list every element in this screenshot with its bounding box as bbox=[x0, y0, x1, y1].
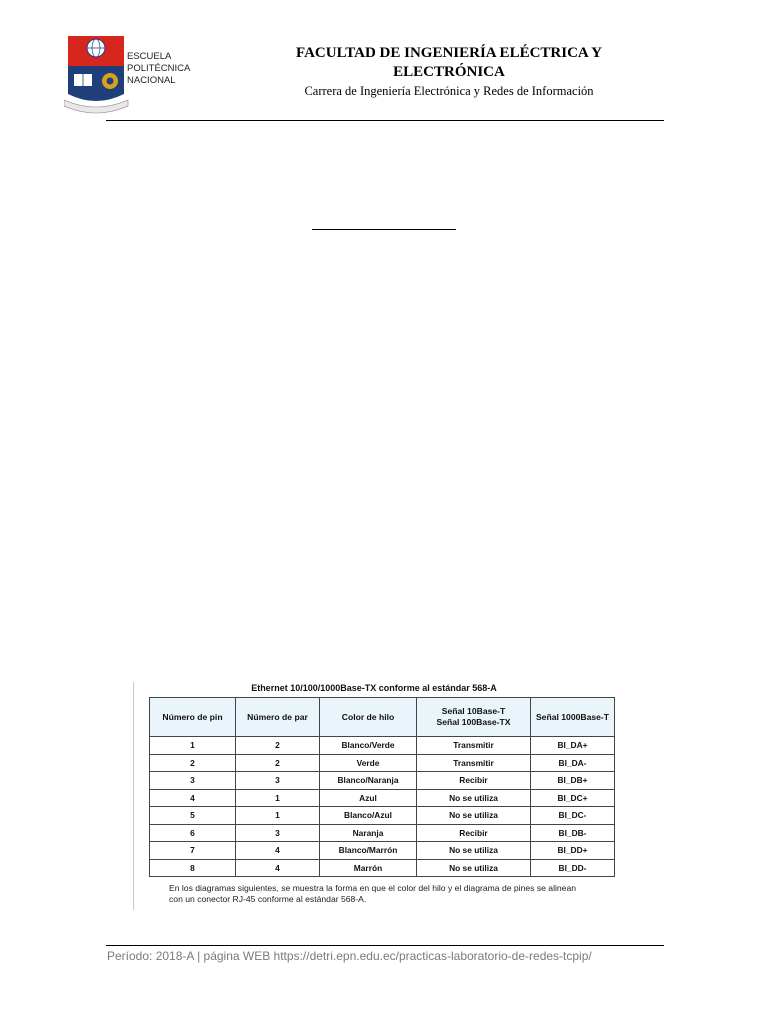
column-header: Número de pin bbox=[150, 698, 236, 737]
table-cell: 2 bbox=[236, 754, 320, 772]
table-cell: 3 bbox=[236, 772, 320, 790]
table-cell: 3 bbox=[236, 824, 320, 842]
table-cell: Blanco/Azul bbox=[320, 807, 417, 825]
table-cell: BI_DC- bbox=[531, 807, 615, 825]
table-note-line: En los diagramas siguientes, se muestra la forma en que el color del hilo y el diagrama de pines se alinean bbox=[169, 883, 576, 893]
table-cell: 4 bbox=[236, 842, 320, 860]
wiring-table bbox=[149, 697, 615, 877]
table-cell: Naranja bbox=[320, 824, 417, 842]
table-cell: Blanco/Naranja bbox=[320, 772, 417, 790]
table-cell: 3 bbox=[150, 772, 236, 790]
table-row bbox=[150, 807, 615, 825]
table-note bbox=[169, 883, 629, 905]
table-cell: Blanco/Marrón bbox=[320, 842, 417, 860]
table-row bbox=[150, 859, 615, 877]
table-cell: BI_DC+ bbox=[531, 789, 615, 807]
table-cell: Azul bbox=[320, 789, 417, 807]
table-row bbox=[150, 772, 615, 790]
table-cell: Marrón bbox=[320, 859, 417, 877]
table-row bbox=[150, 789, 615, 807]
logo-line: POLITÉCNICA bbox=[127, 63, 191, 74]
table-cell: 4 bbox=[236, 859, 320, 877]
table-cell: No se utiliza bbox=[417, 859, 531, 877]
footer-period-url: Período: 2018-A | página WEB https://detri.epn.edu.ec/practicas-laboratorio-de-redes-tcpip/ bbox=[107, 949, 592, 963]
table-cell: Verde bbox=[320, 754, 417, 772]
faculty-title bbox=[286, 44, 612, 82]
table-cell: 7 bbox=[150, 842, 236, 860]
column-header: Señal 10Base-T Señal 100Base-TX bbox=[417, 698, 531, 737]
table-cell: Transmitir bbox=[417, 737, 531, 755]
footer-divider bbox=[106, 945, 664, 946]
table-cell: BI_DB+ bbox=[531, 772, 615, 790]
table-row bbox=[150, 737, 615, 755]
title-underline bbox=[312, 229, 456, 230]
table-cell: Recibir bbox=[417, 824, 531, 842]
table-row bbox=[150, 754, 615, 772]
table-cell: 1 bbox=[236, 789, 320, 807]
table-cell: 1 bbox=[150, 737, 236, 755]
table-cell: BI_DD- bbox=[531, 859, 615, 877]
column-header: Señal 1000Base-T bbox=[531, 698, 615, 737]
logo-line: NACIONAL bbox=[127, 75, 176, 86]
table-note-line: con un conector RJ-45 conforme al estándar 568-A. bbox=[169, 894, 367, 904]
table-cell: 8 bbox=[150, 859, 236, 877]
table-cell: Blanco/Verde bbox=[320, 737, 417, 755]
table-cell: 1 bbox=[236, 807, 320, 825]
table-cell: BI_DA+ bbox=[531, 737, 615, 755]
table-cell: No se utiliza bbox=[417, 789, 531, 807]
logo-line: ESCUELA bbox=[127, 51, 172, 62]
faculty-title-line: ELECTRÓNICA bbox=[393, 64, 505, 80]
table-cell: 2 bbox=[150, 754, 236, 772]
table-row bbox=[150, 842, 615, 860]
table-cell: No se utiliza bbox=[417, 807, 531, 825]
table-cell: 6 bbox=[150, 824, 236, 842]
table-cell: BI_DB- bbox=[531, 824, 615, 842]
column-header: Color de hilo bbox=[320, 698, 417, 737]
table-cell: Transmitir bbox=[417, 754, 531, 772]
table-caption: Ethernet 10/100/1000Base-TX conforme al estándar 568-A bbox=[251, 683, 497, 693]
faculty-title-line: FACULTAD DE INGENIERÍA ELÉCTRICA Y bbox=[296, 45, 602, 61]
table-cell: 4 bbox=[150, 789, 236, 807]
table-cell: 2 bbox=[236, 737, 320, 755]
header-divider bbox=[106, 120, 664, 121]
career-subtitle: Carrera de Ingeniería Electrónica y Redes de Información bbox=[304, 84, 594, 98]
table-cell: No se utiliza bbox=[417, 842, 531, 860]
column-header: Número de par bbox=[236, 698, 320, 737]
table-row bbox=[150, 824, 615, 842]
table-cell: 5 bbox=[150, 807, 236, 825]
wiring-table-figure bbox=[133, 682, 636, 910]
logo-wordmark bbox=[127, 51, 190, 87]
table-header-row bbox=[150, 698, 615, 737]
table-cell: Recibir bbox=[417, 772, 531, 790]
table-cell: BI_DD+ bbox=[531, 842, 615, 860]
table-cell: BI_DA- bbox=[531, 754, 615, 772]
